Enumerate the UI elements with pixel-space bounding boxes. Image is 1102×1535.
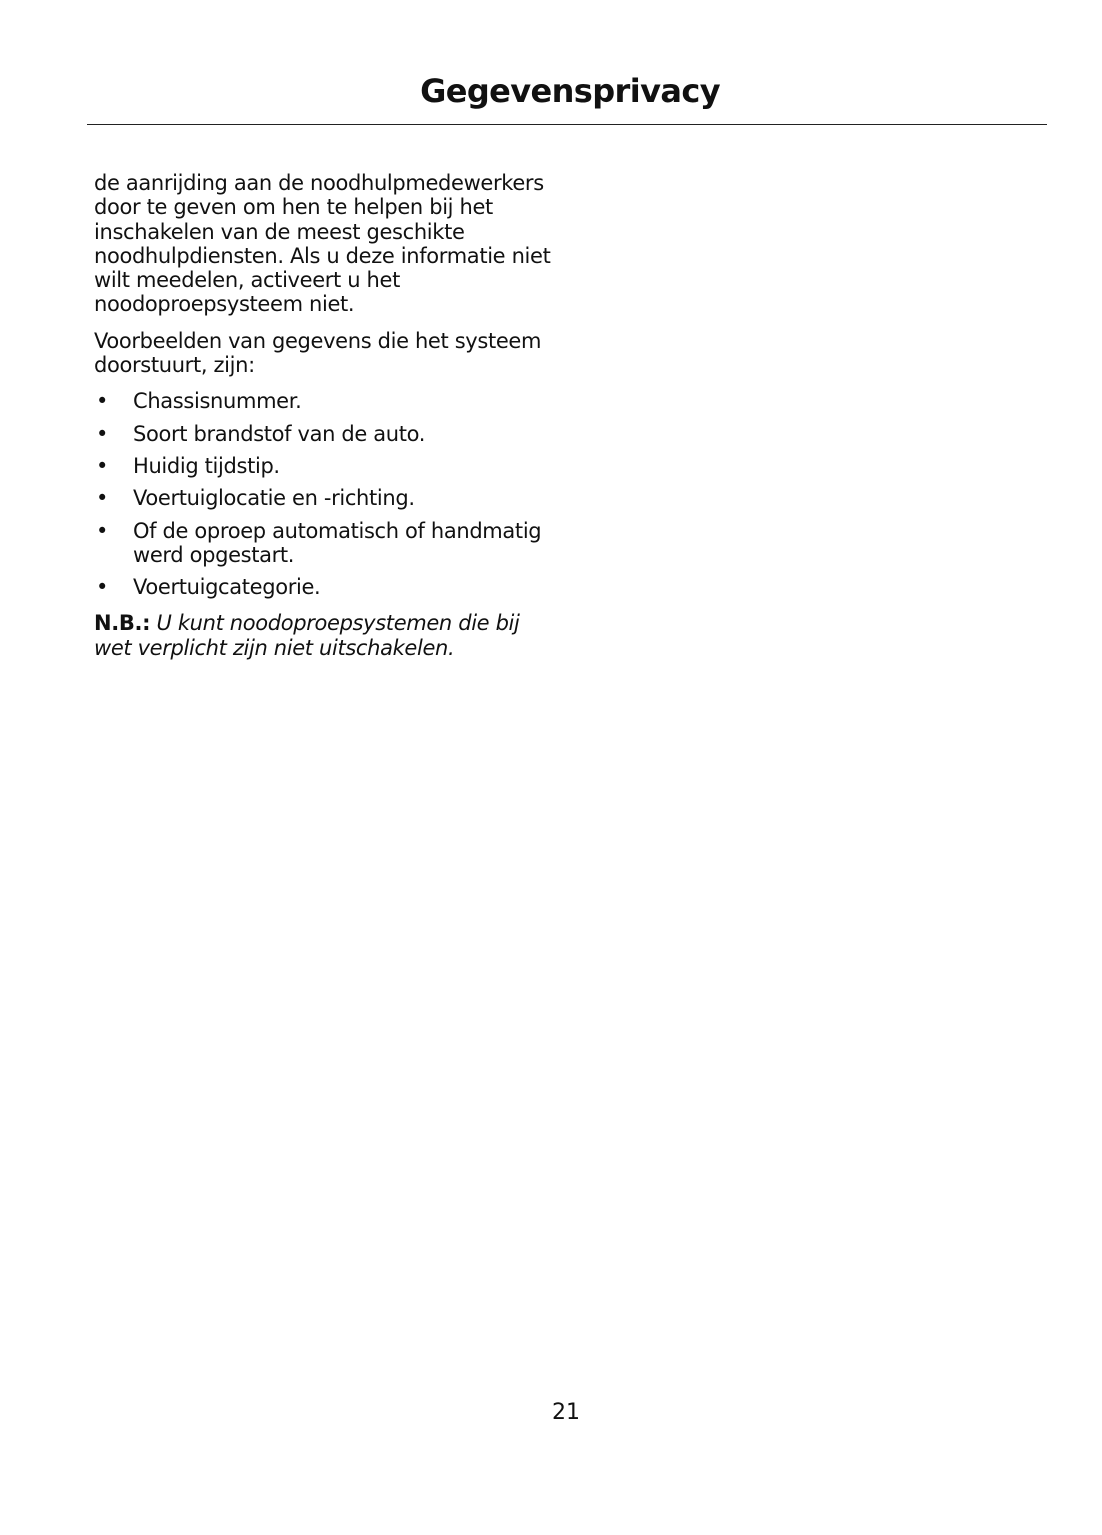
list-item	[94, 422, 554, 446]
bullet-icon: •	[96, 575, 109, 600]
paragraph-intro: de aanrijding aan de noodhulpmedewerkers door te geven om hen te helpen bij het inschakelen van de meest geschikte noodhulpdiensten. Als u deze informatie niet wilt meedelen, activeert u het noodoproepsysteem niet.	[94, 171, 551, 317]
page-header	[87, 68, 1047, 125]
bullet-icon: •	[96, 486, 109, 511]
bullet-icon: •	[96, 518, 109, 543]
list-item-text: Huidig tijdstip.	[133, 453, 280, 478]
list-item-text: Voertuiglocatie en -richting.	[133, 486, 415, 511]
list-item-text: Voertuigcategorie.	[133, 575, 321, 600]
note-text: U kunt noodoproepsystemen die bij wet verplicht zijn niet uitschakelen.	[94, 611, 520, 660]
content-column	[94, 171, 554, 660]
page-title: Gegevensprivacy	[420, 72, 720, 110]
list-item	[94, 389, 554, 413]
list-item	[94, 575, 554, 599]
page-number: 21	[552, 1400, 580, 1425]
list-item-text: Soort brandstof van de auto.	[133, 421, 426, 446]
list-item-text: Chassisnummer.	[133, 389, 302, 414]
bullet-icon: •	[96, 453, 109, 478]
list-item	[94, 454, 554, 478]
note	[94, 611, 554, 660]
list-item	[94, 519, 554, 568]
bullet-icon: •	[96, 389, 109, 414]
data-examples-list	[94, 389, 554, 599]
note-label: N.B.:	[94, 611, 151, 636]
list-item	[94, 486, 554, 510]
bullet-icon: •	[96, 421, 109, 446]
list-item-text: Of de oproep automatisch of handmatig werd opgestart.	[133, 518, 542, 567]
paragraph-examples: Voorbeelden van gegevens die het systeem doorstuurt, zijn:	[94, 328, 542, 378]
